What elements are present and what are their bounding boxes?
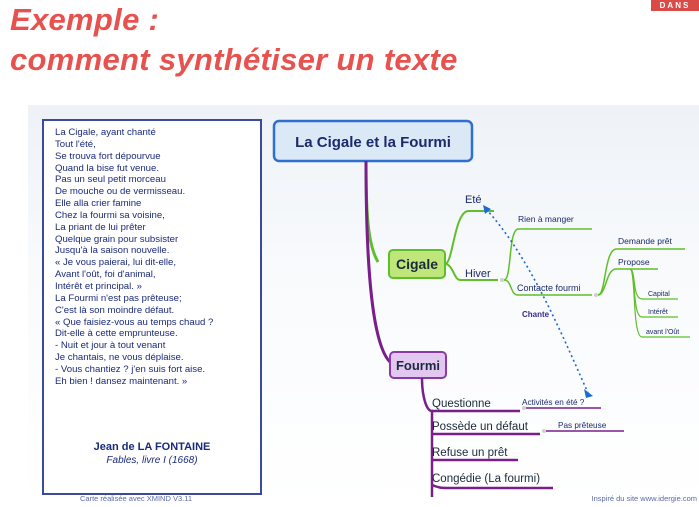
interet-label: Intérêt xyxy=(648,309,668,316)
possede-connector-dot xyxy=(542,429,546,433)
pas-preteuse-label: Pas prêteuse xyxy=(558,421,607,430)
refuse-pret-label: Refuse un prêt xyxy=(432,447,508,459)
footer-credit-right: Inspiré du site www.idergie.com xyxy=(591,494,697,503)
mind-map xyxy=(28,105,699,507)
activites-ete-label: Activités en été ? xyxy=(522,398,585,407)
branch-fourmi-congedie xyxy=(432,485,553,488)
poem-line: La Cigale, ayant chanté xyxy=(55,127,156,138)
poem-line: De mouche ou de vermisseau. xyxy=(55,186,186,198)
poem-line: Quelque grain pour subsister xyxy=(55,233,179,245)
avant-oout-label: avant l'Oût xyxy=(646,329,680,336)
contacte-connector-dot xyxy=(594,293,598,297)
demande-pret-label: Demande prêt xyxy=(618,236,672,246)
poem-line: Eh bien ! dansez maintenant. » xyxy=(55,375,188,387)
ete-label: Eté xyxy=(465,194,482,206)
branch-cigale-ete xyxy=(445,211,494,264)
poem-line: Chez la fourmi sa voisine, xyxy=(55,209,165,221)
root-node-label: La Cigale et la Fourmi xyxy=(295,134,451,151)
poem-line: Je chantais, ne vous déplaise. xyxy=(55,352,184,364)
questionne-label: Questionne xyxy=(432,398,491,410)
poem-line: La Fourmi n'est pas prêteuse; xyxy=(55,292,182,304)
poem-line: Quand la bise fut venue. xyxy=(55,162,160,174)
chante-label: Chante xyxy=(522,310,550,319)
poem-line: Se trouva fort dépourvue xyxy=(55,150,161,162)
hiver-connector-dot xyxy=(500,278,504,282)
poem-line: « Je vous paierai, lui dit-elle, xyxy=(55,257,177,269)
possede-defaut-label: Possède un défaut xyxy=(432,421,528,433)
poem-author: Jean de LA FONTAINE xyxy=(93,441,211,453)
hiver-label: Hiver xyxy=(465,268,491,280)
relationship-arrow-end xyxy=(584,389,593,398)
slide-title-line1: Exemple : xyxy=(10,2,160,37)
branch-hiver-rien xyxy=(504,229,592,280)
poem-line: Avant l'oût, foi d'animal, xyxy=(55,269,156,281)
poem-line: C'est là son moindre défaut. xyxy=(55,304,175,316)
poem-line: Intérêt et principal. » xyxy=(55,280,142,292)
capital-label: Capital xyxy=(648,291,670,298)
cigale-node-label: Cigale xyxy=(395,256,439,272)
fourmi-node-label: Fourmi xyxy=(395,358,441,373)
congedie-label: Congédie (La fourmi) xyxy=(432,473,541,485)
poem-line: - Vous chantiez ? j'en suis fort aise. xyxy=(55,363,206,375)
corner-logo-tag: DANS xyxy=(651,0,699,11)
poem-line: Tout l'été, xyxy=(55,138,96,150)
poem-line: Dit-elle à cette emprunteuse. xyxy=(55,328,178,340)
poem-line: Pas un seul petit morceau xyxy=(55,174,166,186)
propose-label: Propose xyxy=(618,257,650,267)
rien-a-manger-label: Rien à manger xyxy=(518,214,574,224)
poem-line: - Nuit et jour à tout venant xyxy=(55,340,166,352)
footer-credit-left: Carte réalisée avec XMIND V3.11 xyxy=(80,494,192,503)
relationship-chante-line xyxy=(486,209,588,393)
poem-source: Fables, livre I (1668) xyxy=(106,455,198,466)
mindmap-panel xyxy=(28,105,699,507)
contacte-fourmi-label: Contacte fourmi xyxy=(517,283,581,293)
slide-title-line2: comment synthétiser un texte xyxy=(10,42,458,77)
slide-title xyxy=(10,0,458,80)
branch-fourmi-trunk xyxy=(422,378,432,497)
poem-line: Jusqu'à la saison nouvelle. xyxy=(55,245,170,257)
poem-line: Elle alla crier famine xyxy=(55,198,142,210)
poem-line: « Que faisiez-vous au temps chaud ? xyxy=(55,316,214,328)
poem-line: La priant de lui prêter xyxy=(55,221,146,233)
branch-propose-avant xyxy=(630,269,690,337)
